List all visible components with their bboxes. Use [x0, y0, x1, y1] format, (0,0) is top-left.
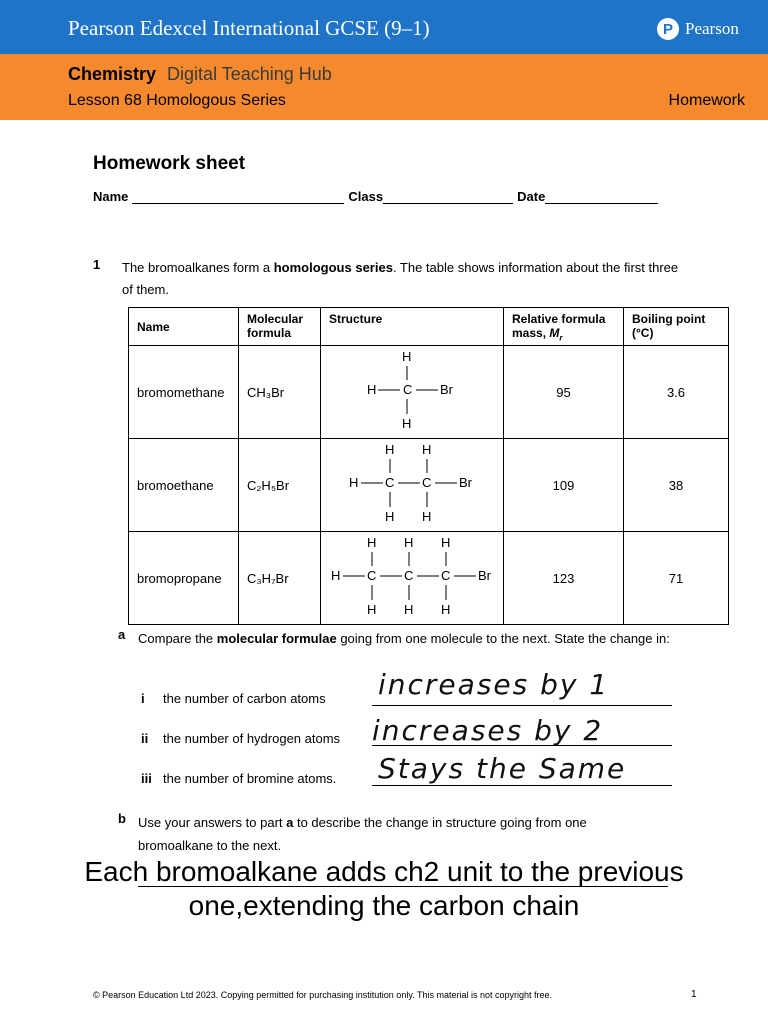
atom-br: Br — [478, 568, 491, 584]
answer-line-ii[interactable] — [372, 745, 672, 746]
handwritten-answer-iii: Stays the Same — [378, 752, 627, 785]
section-label: Homework — [668, 92, 745, 109]
atom-c: C — [422, 475, 432, 491]
pearson-logo — [657, 17, 739, 41]
date-label: Date — [517, 189, 546, 204]
atom-h: H — [422, 442, 432, 458]
atom-c: C — [367, 568, 377, 584]
item-i-text: the number of carbon atoms — [163, 691, 326, 706]
header-mass-text: Relative formula mass, — [512, 312, 606, 340]
question-number: 1 — [93, 257, 101, 272]
table-row — [129, 439, 729, 532]
handwritten-answer-i: increases by 1 — [378, 668, 610, 701]
table-header-row — [129, 308, 729, 346]
answer-line-iii[interactable] — [372, 785, 672, 786]
item-ii-label: ii — [141, 731, 149, 746]
lesson-title: Lesson 68 Homologous Series — [68, 92, 286, 109]
table-row — [129, 346, 729, 439]
name-label: Name — [93, 189, 129, 204]
class-field[interactable] — [383, 189, 513, 204]
atom-h: H — [385, 509, 395, 525]
item-ii-text: the number of hydrogen atoms — [163, 731, 341, 746]
part-a-text — [138, 627, 678, 650]
subject-name: Chemistry — [68, 64, 157, 84]
table-row — [129, 532, 729, 625]
header-boiling-point: Boiling point (°C) — [624, 308, 729, 346]
atom-h: H — [385, 442, 395, 458]
row-mass: 95 — [504, 346, 624, 439]
row-mass: 109 — [504, 439, 624, 532]
row-mass: 123 — [504, 532, 624, 625]
question-text — [122, 257, 692, 301]
handwritten-answer-ii: increases by 2 — [372, 714, 604, 747]
item-iii-text: the number of bromine atoms. — [163, 771, 337, 786]
sheet-heading: Homework sheet — [93, 153, 246, 174]
question-text-start: The bromoalkanes form a — [122, 260, 274, 275]
row-formula: C₂H₅Br — [239, 439, 321, 532]
atom-c: C — [385, 475, 395, 491]
part-b-text-start: Use your answers to part — [138, 815, 287, 830]
pearson-wordmark: Pearson — [685, 19, 739, 38]
header-mass-symbol: M — [549, 326, 560, 340]
answer-line-i[interactable] — [372, 705, 672, 706]
qualification-title: Pearson Edexcel International GCSE (9–1) — [68, 16, 430, 40]
atom-c: C — [403, 382, 413, 398]
row-name: bromoethane — [129, 439, 239, 532]
structure-cell — [321, 346, 504, 439]
structure-cell — [321, 439, 504, 532]
atom-h: H — [441, 535, 451, 551]
copyright-notice: © Pearson Education Ltd 2023. Copying permitted for purchasing institution only. This material is not copyright free. — [93, 990, 553, 1000]
atom-h: H — [404, 535, 414, 551]
atom-h: H — [331, 568, 341, 584]
header-formula: Molecular formula — [239, 308, 321, 346]
atom-h: H — [422, 509, 432, 525]
part-a-key-term: molecular formulae — [216, 631, 337, 646]
atom-h: H — [367, 602, 377, 618]
name-class-date-row — [93, 189, 658, 204]
part-b-answer-line-1: Each bromoalkane adds ch2 unit to the previous — [84, 856, 684, 887]
part-b-label: b — [118, 811, 126, 826]
class-label: Class — [348, 189, 384, 204]
date-field[interactable] — [545, 189, 658, 204]
part-b-text — [138, 811, 658, 857]
subject-banner — [0, 54, 768, 120]
part-a-text-end: going from one molecule to the next. State the change in: — [336, 631, 670, 646]
atom-h: H — [402, 349, 412, 365]
part-a-text-start: Compare the — [138, 631, 217, 646]
subject-line — [68, 64, 332, 85]
row-formula: C₃H₇Br — [239, 532, 321, 625]
name-field[interactable] — [132, 189, 344, 204]
top-banner — [0, 0, 768, 54]
row-formula: CH₃Br — [239, 346, 321, 439]
row-boiling-point: 3.6 — [624, 346, 729, 439]
row-boiling-point: 71 — [624, 532, 729, 625]
atom-h: H — [367, 535, 377, 551]
header-structure: Structure — [321, 308, 504, 346]
header-mass — [504, 308, 624, 346]
page-number: 1 — [691, 989, 697, 1000]
atom-c: C — [441, 568, 451, 584]
atom-h: H — [349, 475, 359, 491]
item-iii-label: iii — [141, 771, 152, 786]
bromopropane-structure — [321, 532, 504, 621]
atom-c: C — [404, 568, 414, 584]
bromomethane-structure — [321, 346, 504, 435]
part-b-key-term: a — [286, 815, 294, 830]
bromoethane-structure — [321, 439, 504, 528]
atom-br: Br — [459, 475, 472, 491]
part-b-answer — [0, 855, 768, 923]
hub-name: Digital Teaching Hub — [167, 64, 332, 84]
atom-br: Br — [440, 382, 453, 398]
atom-h: H — [404, 602, 414, 618]
item-i-label: i — [141, 691, 145, 706]
part-a-label: a — [118, 627, 126, 642]
part-b-answer-line-2: one,extending the carbon chain — [188, 890, 580, 921]
question-text-end: . The table shows information about the first three of them. — [122, 260, 679, 297]
structure-cell — [321, 532, 504, 625]
row-name: bromomethane — [129, 346, 239, 439]
part-b-text-end: to describe the change in structure going from one bromoalkane to the next. — [138, 815, 587, 853]
pearson-p-icon: P — [657, 18, 679, 40]
atom-h: H — [402, 416, 412, 432]
row-name: bromopropane — [129, 532, 239, 625]
question-key-term: homologous series — [273, 260, 393, 275]
header-name: Name — [129, 308, 239, 346]
bromoalkane-table — [128, 307, 729, 625]
atom-h: H — [441, 602, 451, 618]
row-boiling-point: 38 — [624, 439, 729, 532]
atom-h: H — [367, 382, 377, 398]
header-mass-sub: r — [559, 333, 563, 343]
